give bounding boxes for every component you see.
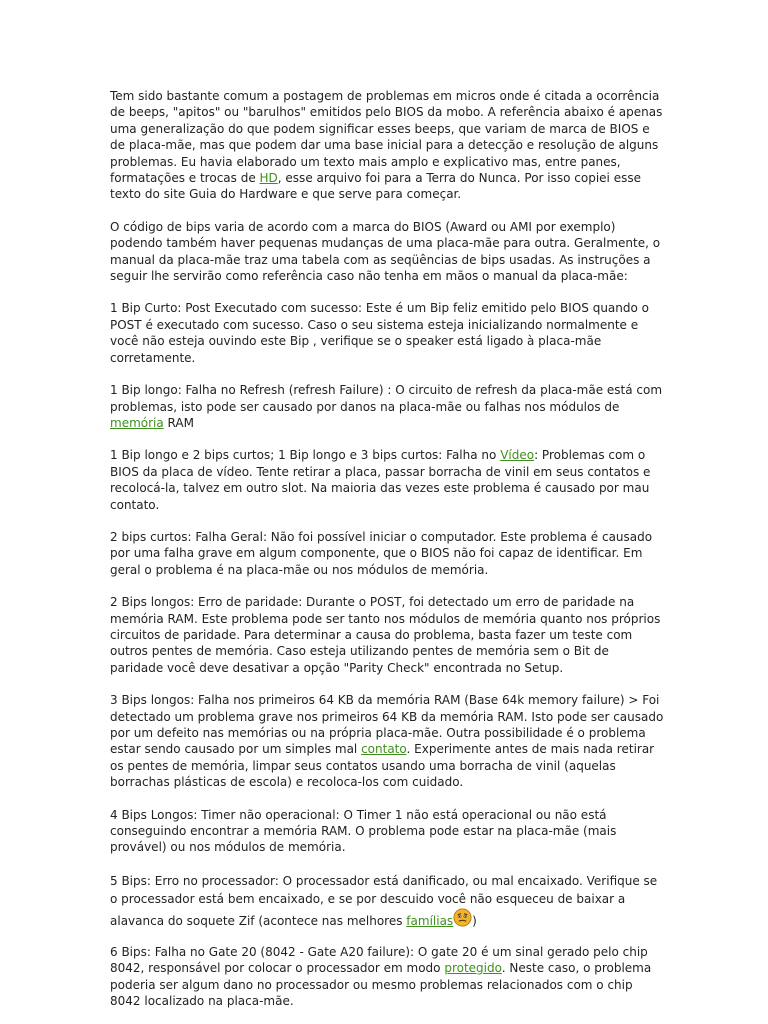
paragraph-intro: Tem sido bastante comum a postagem de problemas em micros onde é citada a ocorrência de beeps, "apitos" ou "barulhos" emitidos pelo BIOS da mobo. A referência abaixo é apenas uma generalização do que podem significar esses beeps, que variam de marca de BIOS e de placa-mãe, mas que podem dar uma base inicial para a detecção e resolução de alguns problemas. Eu havia elaborado um texto mais amplo e explicativo mas, entre panes, formatações e trocas de HD, esse arquivo foi para a Terra do Nunca. Por isso copiei esse texto do site Guia do Hardware e que serve para começar. xyxy=(110,89,663,202)
paragraph-5-bips: 5 Bips: Erro no processador: O processador está danificado, ou mal encaixado. Verifique se o processador está bem encaixado, e se por descuido você não esqueceu de baixar a alavanca do soquete Zif (acontece nas melhores famílias ) xyxy=(110,873,658,928)
paragraph-4-bips-longos: 4 Bips Longos: Timer não operacional: O Timer 1 não está operacional ou não está conseguindo encontrar a memória RAM. O problema pode estar na placa-mãe (mais provável) ou nos módulos de memória. xyxy=(110,807,617,855)
article-body xyxy=(110,88,665,1024)
embarrassed-smiley-icon xyxy=(453,908,472,927)
paragraph-1-bip-curto: 1 Bip Curto: Post Executado com sucesso: Este é um Bip feliz emitido pelo BIOS quando o POST é executado com sucesso. Caso o seu sistema esteja inicializando normalmente e você não esteja ouvindo este Bip , verifique se o speaker está ligado à placa-mãe corretamente. xyxy=(110,301,649,365)
link-memoria[interactable]: memória xyxy=(110,415,164,430)
paragraph-2-bips-longos: 2 Bips longos: Erro de paridade: Durante o POST, foi detectado um erro de paridade na memória RAM. Este problema pode ser tanto nos módulos de memória quanto nos próprios circuitos de paridade. Para determinar a causa do problema, basta fazer um teste com outros pentes de memória. Caso esteja utilizando pentes de memória sem o Bit de paridade você deve desativar a opção "Parity Check" encontrada no Setup. xyxy=(110,595,661,675)
paragraph-falha-video: 1 Bip longo e 2 bips curtos; 1 Bip longo e 3 bips curtos: Falha no Vídeo: Problemas com o BIOS da placa de vídeo. Tente retirar a placa, passar borracha de vinil em seus contatos e recolocá-la, talvez em outro slot. Na maioria das vezes este problema é causado por mau contato. xyxy=(110,448,651,512)
paragraph-3-bips-longos: 3 Bips longos: Falha nos primeiros 64 KB da memória RAM (Base 64k memory failure) > Foi detectado um problema grave nos primeiros 64 KB da memória RAM. Isto pode ser causado por um defeito nas memórias ou na própria placa-mãe. Outra possibilidade é o problema estar sendo causado por um simples mal contato. Experimente antes de mais nada retirar os pentes de memória, limpar seus contatos usando uma borracha de vinil (aquelas borrachas plásticas de escola) e recoloca-los com cuidado. xyxy=(110,693,664,790)
paragraph-2-bips-curtos: 2 bips curtos: Falha Geral: Não foi possível iniciar o computador. Este problema é causado por uma falha grave em algum componente, que o BIOS não foi capaz de identificar. Em geral o problema é na placa-mãe ou nos módulos de memória. xyxy=(110,529,653,577)
link-contato[interactable]: contato xyxy=(361,742,407,757)
link-familias[interactable]: famílias xyxy=(406,913,454,928)
link-protegido[interactable]: protegido xyxy=(444,961,502,976)
link-hd[interactable]: HD xyxy=(259,171,278,186)
paragraph-6-bips: 6 Bips: Falha no Gate 20 (8042 - Gate A20 failure): O gate 20 é um sinal gerado pelo chip 8042, responsável por colocar o processador em modo protegido. Neste caso, o problema poderia ser algum dano no processador ou mesmo problemas relacionados com o chip 8042 localizado na placa-mãe. xyxy=(110,944,652,1009)
paragraph-codigo-bips: O código de bips varia de acordo com a marca do BIOS (Award ou AMI por exemplo) podendo também haver pequenas mudanças de uma placa-mãe para outra. Geralmente, o manual da placa-mãe traz uma tabela com as seqüências de bips usadas. As instruções a seguir lhe servirão como referência caso não tenha em mãos o manual da placa-mãe: xyxy=(110,219,661,284)
link-video[interactable]: Vídeo xyxy=(500,448,535,463)
paragraph-1-bip-longo: 1 Bip longo: Falha no Refresh (refresh Failure) : O circuito de refresh da placa-mãe está com problemas, isto pode ser causado por danos na placa-mãe ou falhas nos módulos de memória RAM xyxy=(110,383,663,430)
